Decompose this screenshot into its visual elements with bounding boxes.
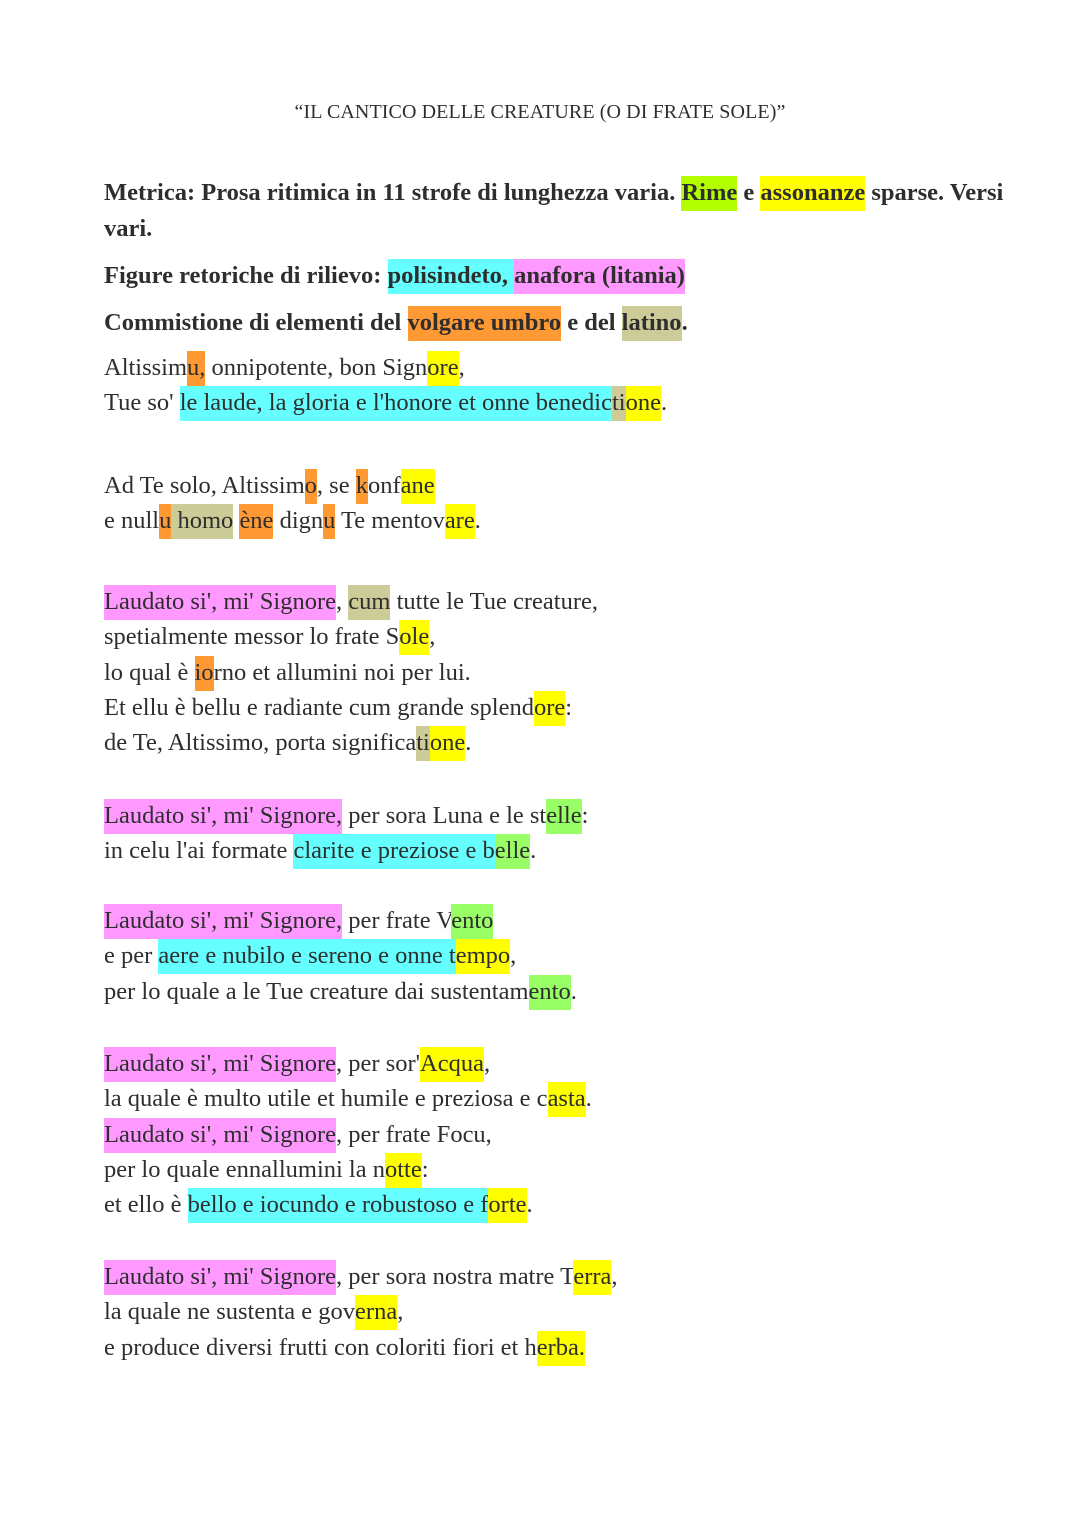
highlight-orange: u, — [187, 351, 205, 386]
text-segment: la quale è multo utile et humile e preziosa e c — [104, 1085, 548, 1113]
highlight-green: ento — [451, 904, 493, 939]
highlight-green: elle — [495, 834, 530, 869]
poem-line — [104, 798, 1004, 833]
text-segment: Tue so' — [104, 389, 180, 417]
highlight-yellow: are — [445, 504, 475, 539]
text-segment: Et ellu è bellu e radiante cum grande splend — [104, 693, 534, 721]
text-segment: . — [681, 309, 688, 336]
stanza-1 — [104, 350, 1004, 421]
highlight-yellow: one — [626, 386, 661, 421]
highlight-orange: io — [195, 656, 214, 691]
highlight-cyan: aere e nubilo e sereno e onne t — [158, 939, 455, 974]
highlight-yellow: assonanze — [760, 176, 865, 211]
stanza-3 — [104, 584, 1004, 760]
text-segment: per sora Luna e le st — [342, 802, 547, 829]
highlight-cyan: bello e iocundo e robustoso e f — [188, 1188, 489, 1223]
text-segment: la quale ne sustenta e gov — [104, 1298, 356, 1326]
stanza-5 — [104, 903, 1004, 1009]
highlight-yellow: erna — [355, 1295, 397, 1330]
poem-line — [104, 833, 1004, 868]
highlight-green: elle — [546, 799, 581, 834]
text-segment: : — [581, 802, 589, 829]
highlight-pink: Laudato si', mi' Signore — [104, 585, 336, 620]
highlight-cyan: le laude, la gloria e l'honore et onne benedic — [180, 386, 612, 421]
text-segment: Commistione di elementi del — [104, 309, 408, 336]
text-segment: , — [397, 1298, 404, 1326]
poem-line — [104, 1152, 1004, 1187]
text-segment: . — [585, 1085, 592, 1113]
poem-line — [104, 350, 1004, 385]
text-segment: . — [661, 389, 668, 417]
highlight-pink: anafora (litania) — [514, 259, 685, 294]
highlight-yellow: erra — [573, 1260, 611, 1295]
text-segment: Ad Te solo, Altissim — [104, 472, 305, 499]
text-segment: : — [421, 1155, 429, 1183]
highlight-yellow: ore — [427, 351, 458, 386]
text-segment: e null — [104, 507, 160, 535]
stanza-7 — [104, 1259, 1004, 1365]
poem-line — [104, 1259, 1004, 1294]
poem-line — [104, 1330, 1004, 1365]
highlight-olive: latino — [622, 306, 682, 341]
highlight-olive: ti — [612, 386, 626, 421]
highlight-orange: volgare umbro — [408, 306, 562, 341]
poem-line — [104, 619, 1004, 654]
poem-line — [104, 468, 1004, 503]
highlight-yellow: asta — [548, 1082, 586, 1117]
text-segment: , per sor' — [336, 1050, 421, 1077]
poem-line — [104, 903, 1004, 938]
text-segment: e per — [104, 942, 159, 970]
highlight-cyan: clarite e preziose e b — [293, 834, 494, 869]
stanza-4 — [104, 798, 1004, 869]
poem-line — [104, 1294, 1004, 1329]
text-segment: , — [429, 623, 436, 651]
highlight-yellow: otte — [385, 1153, 422, 1188]
document-title: “IL CANTICO DELLE CREATURE (O DI FRATE SOLE)” — [294, 101, 786, 123]
highlight-yellow: orte — [488, 1188, 526, 1223]
text-segment: per lo quale ennallumini la n — [104, 1155, 385, 1183]
text-segment: : — [565, 693, 573, 721]
text-segment: de Te, Altissimo, porta significa — [104, 729, 417, 757]
highlight-yellow: ane — [401, 469, 435, 504]
highlight-pink: Laudato si', mi' Signore, — [104, 904, 342, 939]
text-segment: , — [458, 354, 465, 381]
highlight-olive: homo — [171, 504, 233, 539]
text-segment: , — [510, 942, 517, 970]
text-segment: , — [611, 1263, 618, 1290]
text-segment: Figure retoriche di rilievo: — [104, 262, 388, 289]
text-segment: . — [570, 977, 577, 1005]
poem-line — [104, 974, 1004, 1009]
stanza-2 — [104, 468, 1004, 539]
highlight-orange: u — [159, 504, 171, 539]
poem-line — [104, 1117, 1004, 1152]
text-segment: onnipotente, bon Sign — [205, 354, 428, 381]
highlight-yellow: Acqua — [420, 1047, 484, 1082]
highlight-orange: u — [323, 504, 335, 539]
poem-line — [104, 1046, 1004, 1081]
text-segment: spetialmente messor lo frate S — [104, 623, 400, 651]
text-segment: . — [530, 837, 537, 865]
text-segment: sparse. Versi vari. — [104, 179, 1004, 242]
highlight-orange: ène — [239, 504, 273, 539]
poem-line — [104, 690, 1004, 725]
text-segment: e produce diversi frutti con coloriti fiori et h — [104, 1333, 537, 1361]
text-segment: et ello è — [104, 1191, 188, 1219]
highlight-orange: o — [305, 469, 317, 504]
text-segment: per frate V — [342, 907, 452, 934]
text-segment: in celu l'ai formate — [104, 837, 294, 865]
highlight-green: ento — [529, 975, 571, 1010]
text-segment: e — [737, 179, 761, 206]
text-segment: Metrica: Prosa ritimica in 11 strofe di lunghezza varia. — [104, 179, 682, 206]
language-mix-note — [104, 305, 1004, 341]
poem-line — [104, 655, 1004, 690]
poem-line — [104, 385, 1004, 420]
rhetorical-figures-note — [104, 258, 1004, 294]
highlight-pink: Laudato si', mi' Signore, — [104, 799, 342, 834]
poem-line — [104, 503, 1004, 538]
highlight-cyan: polisindeto, — [388, 259, 515, 294]
highlight-orange: k — [356, 469, 368, 504]
poem-line — [104, 938, 1004, 973]
text-segment: per lo quale a le Tue creature dai sustentam — [104, 977, 529, 1005]
poem-line — [104, 584, 1004, 619]
text-segment: rno et allumini noi per lui. — [213, 658, 471, 686]
text-segment: tutte le Tue creature, — [390, 588, 598, 615]
poem-line — [104, 1081, 1004, 1116]
text-segment: Te mentov — [335, 507, 445, 535]
highlight-pink: Laudato si', mi' Signore — [104, 1118, 336, 1153]
text-segment: , — [336, 588, 349, 615]
text-segment: . — [465, 729, 472, 757]
metrics-note — [104, 175, 1004, 247]
highlight-olive: ti — [416, 726, 430, 761]
text-segment: . — [474, 507, 481, 535]
text-segment: lo qual è — [104, 658, 195, 686]
highlight-yellow: erba. — [537, 1331, 585, 1366]
text-segment: , per sora nostra matre T — [336, 1263, 574, 1290]
poem-line — [104, 725, 1004, 760]
highlight-yellow: ore — [534, 691, 565, 726]
highlight-yellow: ole — [399, 620, 429, 655]
highlight-yellow: one — [430, 726, 465, 761]
highlight-pink: Laudato si', mi' Signore — [104, 1260, 336, 1295]
poem-line — [104, 1187, 1004, 1222]
text-segment: , — [484, 1050, 491, 1077]
highlight-pink: Laudato si', mi' Signore — [104, 1047, 336, 1082]
highlight-yellow: empo — [456, 939, 510, 974]
text-segment: , se — [316, 472, 356, 499]
text-segment: dign — [273, 507, 324, 535]
text-segment: Altissim — [104, 354, 188, 381]
text-segment: , per frate Focu, — [336, 1120, 492, 1148]
highlight-olive: cum — [348, 585, 390, 620]
stanza-6 — [104, 1046, 1004, 1222]
highlight-lime: Rime — [681, 176, 737, 211]
text-segment: onf — [367, 472, 401, 499]
text-segment: e del — [561, 309, 622, 336]
text-segment: . — [526, 1191, 533, 1219]
